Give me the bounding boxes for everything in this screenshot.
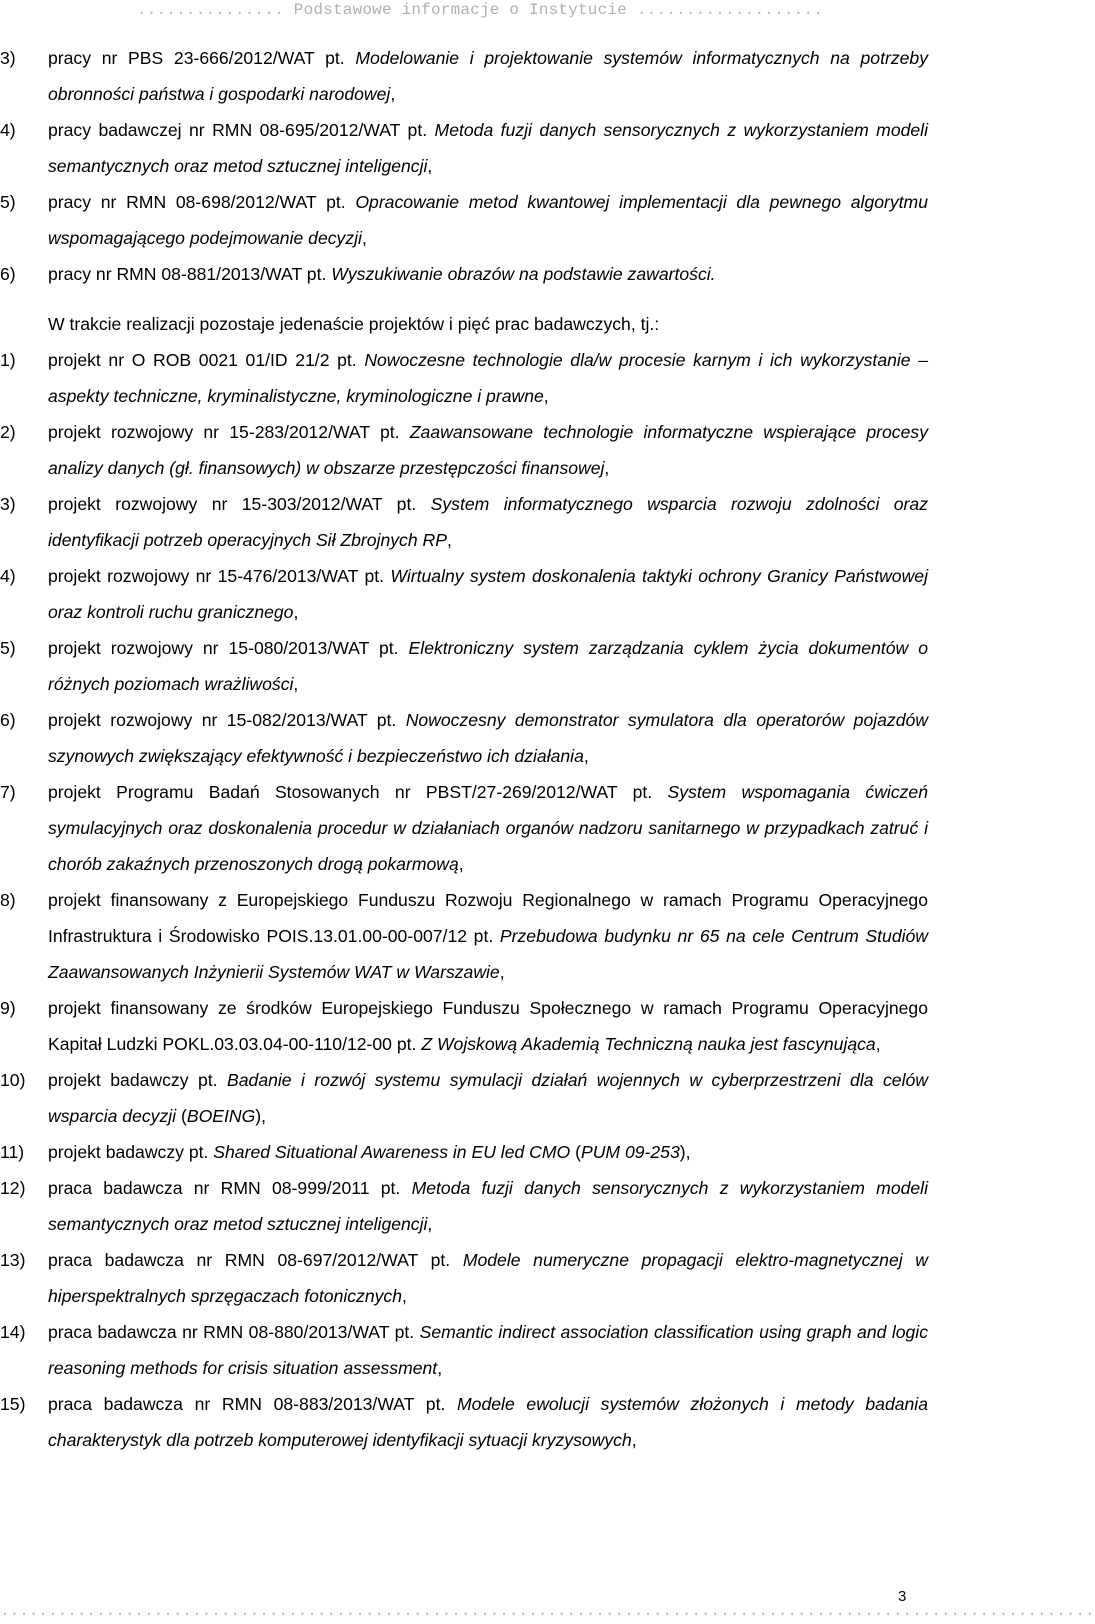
item-title: Metoda fuzji danych sensorycznych z wykorzystaniem modeli semantycznych oraz metod sztucznej inteligencji — [48, 1178, 928, 1234]
item-suffix: , — [361, 228, 367, 248]
item-suffix: , — [604, 458, 610, 478]
item-title: Metoda fuzji danych sensorycznych z wykorzystaniem modeli semantycznych oraz metod sztucznej inteligencji — [48, 120, 928, 176]
item-title: Nowoczesne technologie dla/w procesie karnym i ich wykorzystanie – aspekty techniczne, kryminalistyczne, kryminologiczne i prawne — [48, 350, 928, 406]
item-number: 3) — [0, 494, 16, 514]
list-item — [0, 1062, 928, 1134]
item-suffix: ( — [570, 1142, 581, 1162]
page-number: 3 — [898, 1588, 907, 1605]
item-title: Wyszukiwanie obrazów na podstawie zawartości. — [331, 264, 716, 284]
item-prefix: praca badawcza nr RMN 08-880/2013/WAT pt. — [48, 1322, 420, 1342]
list-item — [0, 414, 928, 486]
item-number: 5) — [0, 638, 16, 658]
list-item — [0, 774, 928, 882]
item-prefix: projekt finansowany ze środków Europejskiego Funduszu Społecznego w ramach Programu Operacyjnego Kapitał Ludzki POKL.03.03.04-00-110/12-00 pt. — [48, 998, 928, 1054]
item-prefix: pracy nr RMN 08-698/2012/WAT pt. — [48, 192, 356, 212]
item-prefix: projekt rozwojowy nr 15-303/2012/WAT pt. — [48, 494, 431, 514]
item-number: 9) — [0, 998, 16, 1018]
list-item — [0, 184, 928, 256]
list-item — [0, 1242, 928, 1314]
item-prefix: projekt rozwojowy nr 15-080/2013/WAT pt. — [48, 638, 409, 658]
item-suffix: , — [427, 156, 433, 176]
work-list — [0, 40, 928, 292]
item-title: Modele numeryczne propagacji elektro-magnetycznej w hiperspektralnych sprzęgaczach fotonicznych — [48, 1250, 929, 1306]
item-number: 12) — [0, 1178, 26, 1198]
item-title: Opracowanie metod kwantowej implementacji dla pewnego algorytmu wspomagającego podejmowanie decyzji — [48, 192, 928, 248]
item-number: 8) — [0, 890, 16, 910]
list-item — [0, 990, 928, 1062]
item-prefix: projekt rozwojowy nr 15-283/2012/WAT pt. — [48, 422, 410, 442]
item-number: 5) — [0, 192, 16, 212]
item-suffix: ( — [176, 1106, 187, 1126]
item-title: Przebudowa budynku nr 65 na cele Centrum Studiów Zaawansowanych Inżynierii Systemów WAT w Warszawie — [48, 926, 928, 982]
item-extra: BOEING — [186, 1106, 256, 1126]
item-suffix: , — [427, 1214, 433, 1234]
document-body — [0, 40, 928, 1458]
list-item — [0, 882, 928, 990]
item-number: 4) — [0, 566, 16, 586]
running-header — [0, 0, 960, 22]
item-number: 13) — [0, 1250, 26, 1270]
item-prefix: praca badawcza nr RMN 08-697/2012/WAT pt. — [48, 1250, 463, 1270]
item-number: 1) — [0, 350, 16, 370]
list-item — [0, 1134, 928, 1170]
item-title: System informatycznego wsparcia rozwoju zdolności oraz identyfikacji potrzeb operacyjnych Sił Zbrojnych RP — [48, 494, 928, 550]
list-item — [0, 342, 928, 414]
header-dots-right: ................... — [636, 1, 824, 19]
item-suffix: , — [875, 1034, 881, 1054]
item-suffix: , — [402, 1286, 407, 1306]
item-prefix: projekt nr O ROB 0021 01/ID 21/2 pt. — [48, 350, 365, 370]
item-suffix: , — [446, 530, 452, 550]
item-prefix: projekt finansowany z Europejskiego Funduszu Rozwoju Regionalnego w ramach Programu Operacyjnego Infrastruktura i Środowisko POIS.13.01.00-00-007/12 pt. — [48, 890, 928, 946]
item-prefix: projekt badawczy pt. — [48, 1142, 214, 1162]
item-suffix: , — [543, 386, 549, 406]
item-prefix: projekt Programu Badań Stosowanych nr PBST/27-269/2012/WAT pt. — [48, 782, 668, 802]
list-item — [0, 1314, 928, 1386]
item-title: Badanie i rozwój systemu symulacji działań wojennych w cyberprzestrzeni dla celów wsparcia decyzji — [48, 1070, 928, 1126]
list-item — [0, 256, 928, 292]
list-item — [0, 558, 928, 630]
item-prefix: projekt rozwojowy nr 15-082/2013/WAT pt. — [48, 710, 406, 730]
item-suffix: , — [437, 1358, 443, 1378]
item-extra: PUM 09-253 — [580, 1142, 680, 1162]
item-title: Modelowanie i projektowanie systemów informatycznych na potrzeby obronności państwa i gospodarki narodowej — [48, 48, 928, 104]
item-title: Nowoczesny demonstrator symulatora dla operatorów pojazdów szynowych zwiększający efektywność i bezpieczeństwo ich działania — [48, 710, 928, 766]
item-title: System wspomagania ćwiczeń symulacyjnych oraz doskonalenia procedur w działaniach organów nadzoru sanitarnego w przypadkach zatruć i chorób zakaźnych przenoszonych drogą pokarmową — [48, 782, 928, 874]
item-title: Zaawansowane technologie informatyczne wspierające procesy analizy danych (gł. finansowych) w obszarze przestępczości finansowej — [48, 422, 928, 478]
header-title: Podstawowe informacje o Instytucie — [293, 1, 628, 19]
list-item — [0, 1386, 928, 1458]
item-suffix: , — [293, 674, 299, 694]
list-item — [0, 630, 928, 702]
item-suffix: , — [458, 854, 464, 874]
item-prefix: praca badawcza nr RMN 08-999/2011 pt. — [48, 1178, 412, 1198]
project-list — [0, 342, 928, 1458]
item-suffix: , — [293, 602, 299, 622]
list-item — [0, 112, 928, 184]
item-title: Z Wojskową Akademią Techniczną nauka jest fascynująca — [421, 1034, 876, 1054]
item-extra-suffix: ), — [255, 1106, 267, 1126]
item-number: 2) — [0, 422, 16, 442]
list-item — [0, 702, 928, 774]
item-number: 11) — [0, 1142, 25, 1162]
item-suffix: , — [499, 962, 505, 982]
item-number: 6) — [0, 264, 16, 284]
item-number: 15) — [0, 1394, 26, 1414]
item-prefix: pracy nr RMN 08-881/2013/WAT pt. — [48, 264, 332, 284]
item-title: Shared Situational Awareness in EU led CMO — [213, 1142, 571, 1162]
item-number: 3) — [0, 48, 16, 68]
item-suffix: , — [631, 1430, 637, 1450]
list-item — [0, 40, 928, 112]
item-title: Elektroniczny system zarządzania cyklem życia dokumentów o różnych poziomach wrażliwości — [48, 638, 928, 694]
header-dots-left: ............... — [136, 1, 284, 19]
intro-paragraph: W trakcie realizacji pozostaje jedenaście projektów i pięć prac badawczych, tj.: — [48, 314, 660, 334]
item-title: Semantic indirect association classification using graph and logic reasoning methods for crisis situation assessment — [48, 1322, 928, 1378]
item-prefix: projekt badawczy pt. — [48, 1070, 228, 1090]
item-suffix: , — [583, 746, 589, 766]
list-item — [0, 1170, 928, 1242]
item-extra-suffix: ), — [679, 1142, 691, 1162]
item-prefix: praca badawcza nr RMN 08-883/2013/WAT pt. — [48, 1394, 458, 1414]
item-number: 7) — [0, 782, 16, 802]
item-number: 6) — [0, 710, 16, 730]
item-number: 14) — [0, 1322, 26, 1342]
item-prefix: projekt rozwojowy nr 15-476/2013/WAT pt. — [48, 566, 391, 586]
item-prefix: pracy badawczej nr RMN 08-695/2012/WAT pt. — [48, 120, 435, 140]
item-title: Modele ewolucji systemów złożonych i metody badania charakterystyk dla potrzeb komputerowej identyfikacji sytuacji kryzysowych — [48, 1394, 928, 1450]
list-item — [0, 486, 928, 558]
footer-dots: .................................................................................................................. — [0, 1602, 1095, 1620]
item-number: 10) — [0, 1070, 26, 1090]
item-title: Wirtualny system doskonalenia taktyki ochrony Granicy Państwowej oraz kontroli ruchu granicznego — [48, 566, 928, 622]
item-number: 4) — [0, 120, 16, 140]
item-suffix: , — [390, 84, 396, 104]
item-prefix: pracy nr PBS 23-666/2012/WAT pt. — [48, 48, 356, 68]
